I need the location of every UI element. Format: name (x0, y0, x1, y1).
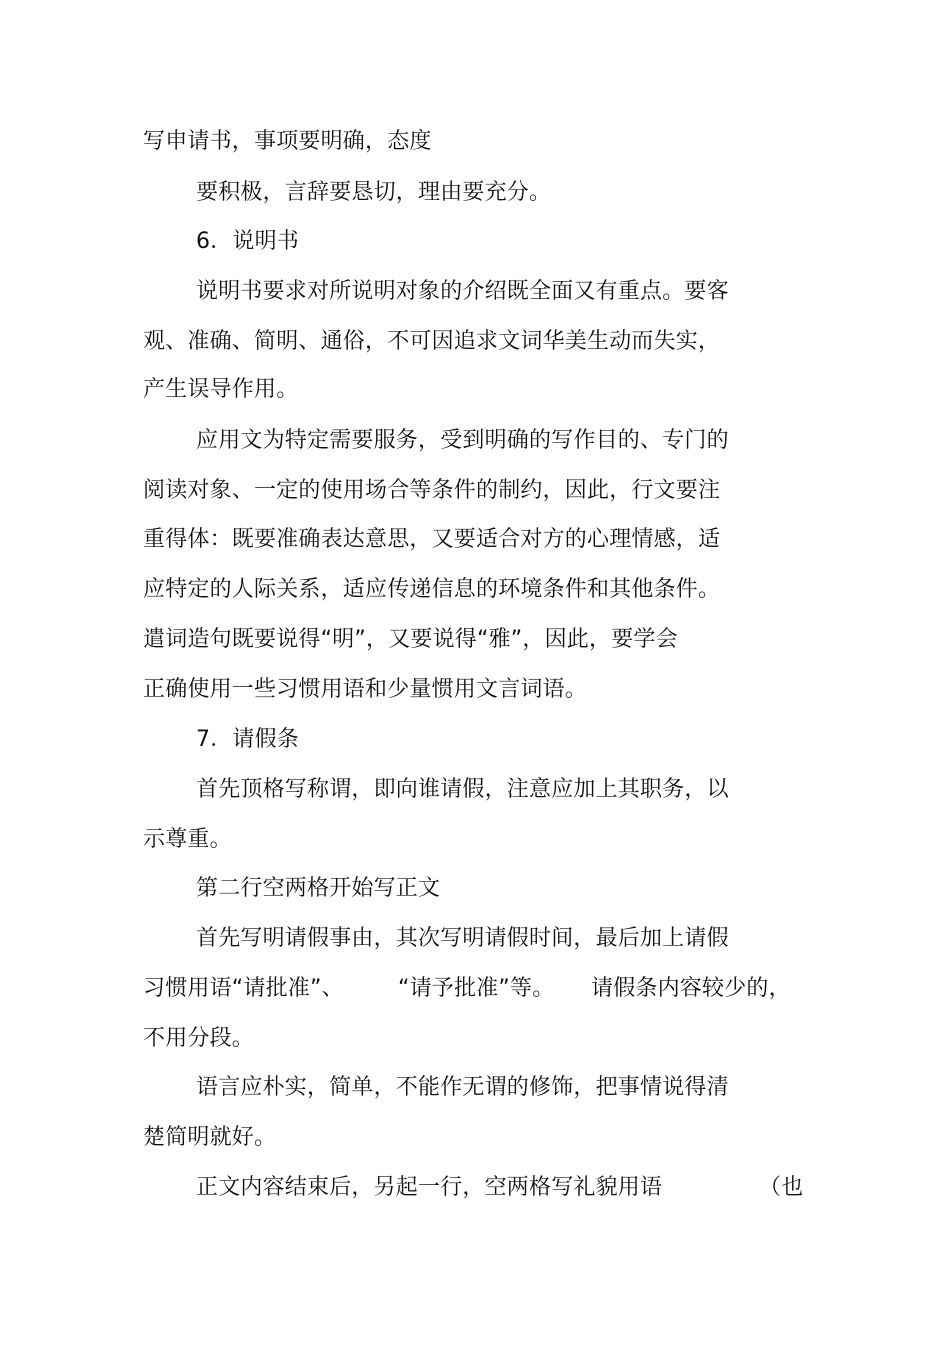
text-line: 写申请书，事项要明确，态度 (143, 129, 432, 154)
text-line: 首先写明请假事由，其次写明请假时间，最后加上请假 (196, 926, 729, 951)
text-line: 应用文为特定需要服务，受到明确的写作目的、专门的 (196, 428, 729, 453)
text-line: “请予批准”等。 (398, 976, 555, 1001)
text-line: 示尊重。 (143, 827, 232, 852)
text-line: 产生误导作用。 (143, 377, 299, 402)
text-line: 楚简明就好。 (143, 1125, 277, 1150)
text-line: 重得体：既要准确表达意思，又要适合对方的心理情感，适 (143, 527, 721, 552)
text-line: 阅读对象、一定的使用场合等条件的制约，因此，行文要注 (143, 478, 721, 503)
section-heading: 7．请假条 (196, 727, 299, 752)
text-line: 第二行空两格开始写正文 (196, 876, 441, 901)
text-line: 观、准确、简明、通俗，不可因追求文词华美生动而失实， (143, 329, 721, 354)
text-line: 正文内容结束后，另起一行，空两格写礼貌用语 (196, 1175, 663, 1200)
text-line: 首先顶格写称谓，即向谁请假，注意应加上其职务，以 (196, 777, 729, 802)
text-line: 应特定的人际关系，适应传递信息的环境条件和其他条件。 (143, 577, 721, 602)
text-line: 说明书要求对所说明对象的介绍既全面又有重点。要客 (196, 279, 729, 304)
text-line: 不用分段。 (143, 1026, 255, 1051)
text-line: 语言应朴实，简单，不能作无谓的修饰，把事情说得清 (196, 1075, 729, 1100)
text-line: 遣词造句既要说得“明”，又要说得“雅”，因此，要学会 (143, 627, 678, 652)
section-heading: 6．说明书 (196, 229, 299, 254)
text-line: 习惯用语“请批准”、 (143, 976, 344, 1001)
text-line: 正确使用一些习惯用语和少量惯用文言词语。 (143, 677, 588, 702)
text-line: 要积极，言辞要恳切，理由要充分。 (196, 180, 552, 205)
text-line: （也 (759, 1175, 804, 1200)
text-line: 请假条内容较少的， (591, 976, 791, 1001)
